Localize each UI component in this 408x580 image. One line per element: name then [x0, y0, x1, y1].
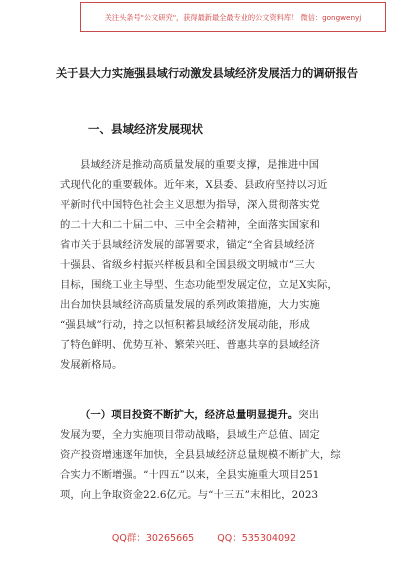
paragraph-line: 合实力不断增强。“十四五”以来，全县实施重大项目251: [60, 469, 320, 481]
paragraph-line: 平新时代中国特色社会主义思想为指导，深入贯彻落实党: [60, 199, 320, 211]
paragraph-line: 项，向上争取资金22.6亿元。与“十三五”末相比，2023: [60, 489, 319, 501]
qq-number: QQ：535304092: [217, 533, 297, 544]
document-title: 关于县大力实施强县域行动激发县域经济发展活力的调研报告: [55, 66, 359, 80]
paragraph-line: 出台加快县域经济高质量发展的系列政策措施，大力实施: [60, 299, 320, 311]
paragraph-line: [60, 405, 366, 425]
section-heading-1: 一、县域经济发展现状: [88, 122, 203, 136]
paragraph-text: 突出: [298, 409, 320, 421]
paragraph-line: 发展为要，全力实施项目带动战略，县域生产总值、固定: [60, 429, 320, 441]
qq-group: QQ群：30265665: [111, 533, 195, 544]
paragraph-line: 目标，围绕工业主导型、生态功能型发展定位，立足X实际，: [60, 279, 338, 291]
paragraph-line: 资产投资增速逐年加快，全县县域经济总量规模不断扩大，综: [60, 449, 341, 461]
paragraph-2: [60, 405, 366, 505]
footer-contact: [0, 530, 408, 544]
paragraph-line: 发展新格局。: [60, 359, 123, 371]
paragraph-line: 的二十大和二十届二中、三中全会精神，全面落实国家和: [60, 219, 320, 231]
paragraph-line: 式现代化的重要载体。近年来，X县委、县政府坚持以习近: [60, 179, 328, 191]
paragraph-line: 十强县、省级乡村振兴样板县和全国县级文明城市”三大: [60, 259, 315, 271]
paragraph-line: 省市关于县域经济发展的部署要求，锚定“全省县域经济: [60, 239, 315, 251]
paragraph-1: [60, 155, 366, 375]
paragraph-line: 县域经济是推动高质量发展的重要支撑，是推进中国: [80, 159, 320, 171]
promo-banner: 关注头条号"公文研究"，获得最新最全最专业的公文资料库！ 微信：gongwenyj: [80, 2, 386, 32]
subheading-bold: （一）项目投资不断扩大，经济总量明显提升。: [80, 409, 299, 421]
paragraph-line: “强县域”行动，持之以恒积蓄县域经济发展动能，形成: [60, 319, 310, 331]
paragraph-line: 了特色鲜明、优势互补、繁荣兴旺、普惠共享的县域经济: [60, 339, 320, 351]
